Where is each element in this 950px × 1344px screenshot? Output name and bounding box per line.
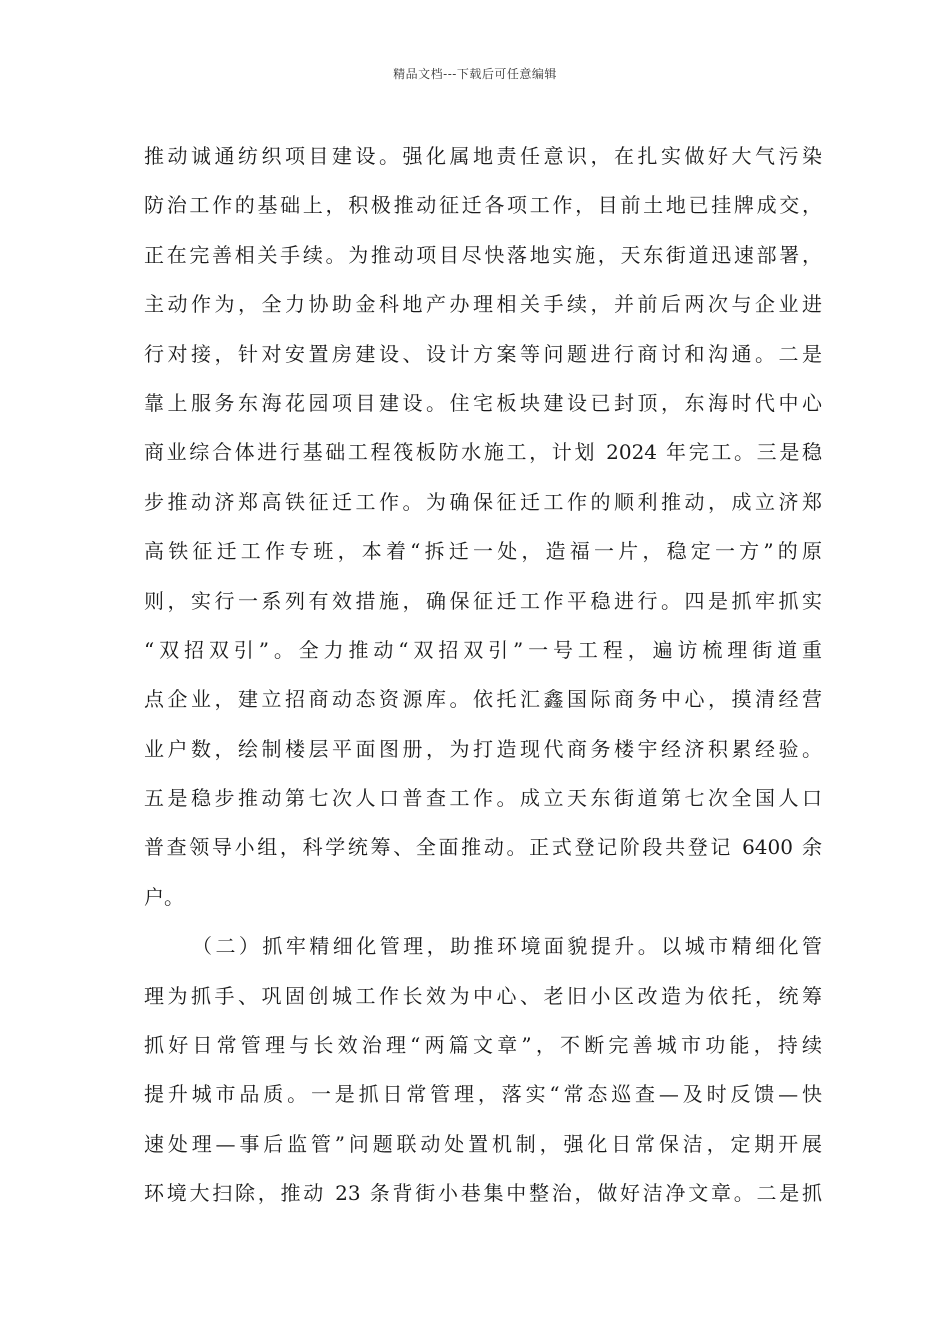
text-line: 提升城市品质。一是抓日常管理，落实“常态巡查—及时反馈—快 [144,1082,822,1107]
text-line: 业户数，绘制楼层平面图册，为打造现代商务楼宇经济积累经验。 [144,736,822,761]
text-line: 则，实行一系列有效措施，确保征迁工作平稳进行。四是抓牢抓实 [144,588,822,613]
text-line: 靠上服务东海花园项目建设。住宅板块建设已封顶，东海时代中心 [144,390,822,415]
text-line: 点企业，建立招商动态资源库。依托汇鑫国际商务中心，摸清经营 [144,687,822,712]
document-body [144,132,822,1219]
text-line: 环境大扫除，推动 23 条背街小巷集中整治，做好洁净文章。二是抓 [144,1181,822,1206]
text-line: 理为抓手、巩固创城工作长效为中心、老旧小区改造为依托，统筹 [144,983,822,1008]
text-line: 正在完善相关手续。为推动项目尽快落地实施，天东街道迅速部署， [144,242,822,267]
text-line: 商业综合体进行基础工程筏板防水施工，计划 2024 年完工。三是稳 [144,440,822,465]
text-line: 抓好日常管理与长效治理“两篇文章”，不断完善城市功能，持续 [144,1033,822,1058]
text-line: 步推动济郑高铁征迁工作。为确保征迁工作的顺利推动，成立济郑 [144,489,822,514]
paragraph-2 [144,922,822,1218]
text-line: （二）抓牢精细化管理，助推环境面貌提升。以城市精细化管 [192,934,822,959]
paragraph-1 [144,132,822,922]
text-line: 主动作为，全力协助金科地产办理相关手续，并前后两次与企业进 [144,292,822,317]
text-line: 户。 [144,884,184,909]
page-header: 精品文档---下载后可任意编辑 [393,67,557,81]
text-line: 普查领导小组，科学统筹、全面推动。正式登记阶段共登记 6400 余 [144,835,822,860]
text-line: 推动诚通纺织项目建设。强化属地责任意识，在扎实做好大气污染 [144,144,822,168]
text-line: 防治工作的基础上，积极推动征迁各项工作，目前土地已挂牌成交， [144,193,822,218]
text-line: 行对接，针对安置房建设、设计方案等问题进行商讨和沟通。二是 [144,341,822,366]
text-line: 五是稳步推动第七次人口普查工作。成立天东街道第七次全国人口 [144,786,822,811]
text-line: “双招双引”。全力推动“双招双引”一号工程，遍访梳理街道重 [144,637,822,662]
text-line: 高铁征迁工作专班，本着“拆迁一处，造福一片，稳定一方”的原 [144,539,822,564]
text-line: 速处理—事后监管”问题联动处置机制，强化日常保洁，定期开展 [144,1131,822,1156]
